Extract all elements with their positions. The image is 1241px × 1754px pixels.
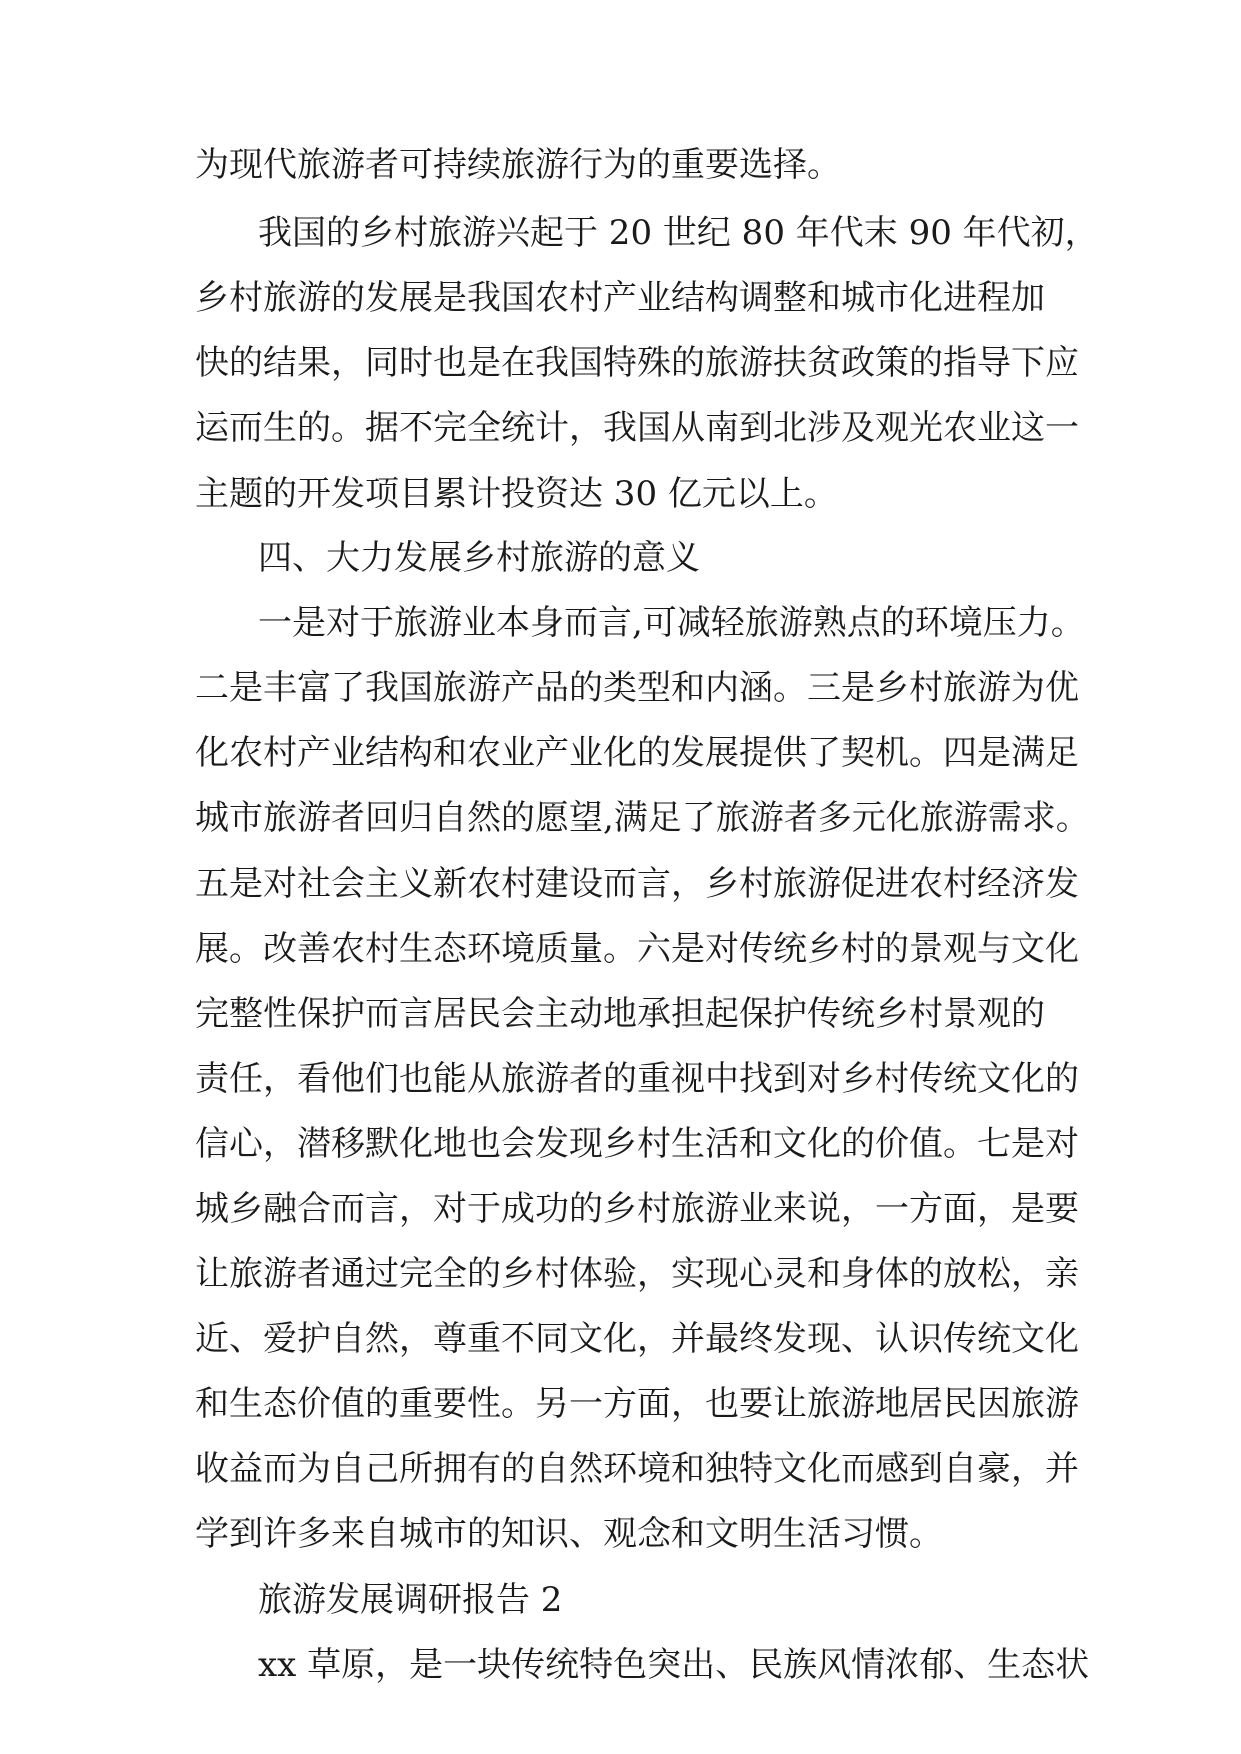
text-line: 主题的开发项目累计投资达 30 亿元以上。 bbox=[195, 474, 838, 514]
section-heading: 四、大力发展乡村旅游的意义 bbox=[258, 538, 700, 578]
text-line: 城乡融合而言，对于成功的乡村旅游业来说，一方面，是要 bbox=[195, 1189, 1079, 1229]
text-line: 二是丰富了我国旅游产品的类型和内涵。三是乡村旅游为优 bbox=[195, 668, 1079, 708]
text-line: 展。改善农村生态环境质量。六是对传统乡村的景观与文化 bbox=[195, 929, 1079, 969]
text-line: 信心，潜移默化地也会发现乡村生活和文化的价值。七是对 bbox=[195, 1124, 1079, 1164]
text-line: 乡村旅游的发展是我国农村产业结构调整和城市化进程加 bbox=[195, 278, 1045, 318]
paragraph-start-line: 我国的乡村旅游兴起于 20 世纪 80 年代末 90 年代初， bbox=[258, 213, 1099, 253]
text-line: 让旅游者通过完全的乡村体验，实现心灵和身体的放松，亲 bbox=[195, 1254, 1079, 1294]
text-line: 运而生的。据不完全统计，我国从南到北涉及观光农业这一 bbox=[195, 408, 1079, 448]
text-line: 快的结果，同时也是在我国特殊的旅游扶贫政策的指导下应 bbox=[195, 343, 1079, 383]
text-line: 化农村产业结构和农业产业化的发展提供了契机。四是满足 bbox=[195, 733, 1079, 773]
text-line: 城市旅游者回归自然的愿望,满足了旅游者多元化旅游需求。 bbox=[195, 798, 1090, 838]
report-title: 旅游发展调研报告 2 bbox=[258, 1580, 563, 1620]
text-line: 五是对社会主义新农村建设而言，乡村旅游促进农村经济发 bbox=[195, 864, 1079, 904]
text-line: 收益而为自己所拥有的自然环境和独特文化而感到自豪，并 bbox=[195, 1449, 1079, 1489]
paragraph-start-line: 一是对于旅游业本身而言,可减轻旅游熟点的环境压力。 bbox=[258, 603, 1085, 643]
text-line: 责任，看他们也能从旅游者的重视中找到对乡村传统文化的 bbox=[195, 1059, 1079, 1099]
text-line: 完整性保护而言居民会主动地承担起保护传统乡村景观的 bbox=[195, 994, 1045, 1034]
text-line: 近、爱护自然，尊重不同文化，并最终发现、认识传统文化 bbox=[195, 1319, 1079, 1359]
text-line: 学到许多来自城市的知识、观念和文明生活习惯。 bbox=[195, 1514, 943, 1554]
text-line: 和生态价值的重要性。另一方面，也要让旅游地居民因旅游 bbox=[195, 1384, 1079, 1424]
text-line: 为现代旅游者可持续旅游行为的重要选择。 bbox=[195, 145, 841, 185]
paragraph-start-line: xx 草原，是一块传统特色突出、民族风情浓郁、生态状 bbox=[258, 1645, 1090, 1685]
